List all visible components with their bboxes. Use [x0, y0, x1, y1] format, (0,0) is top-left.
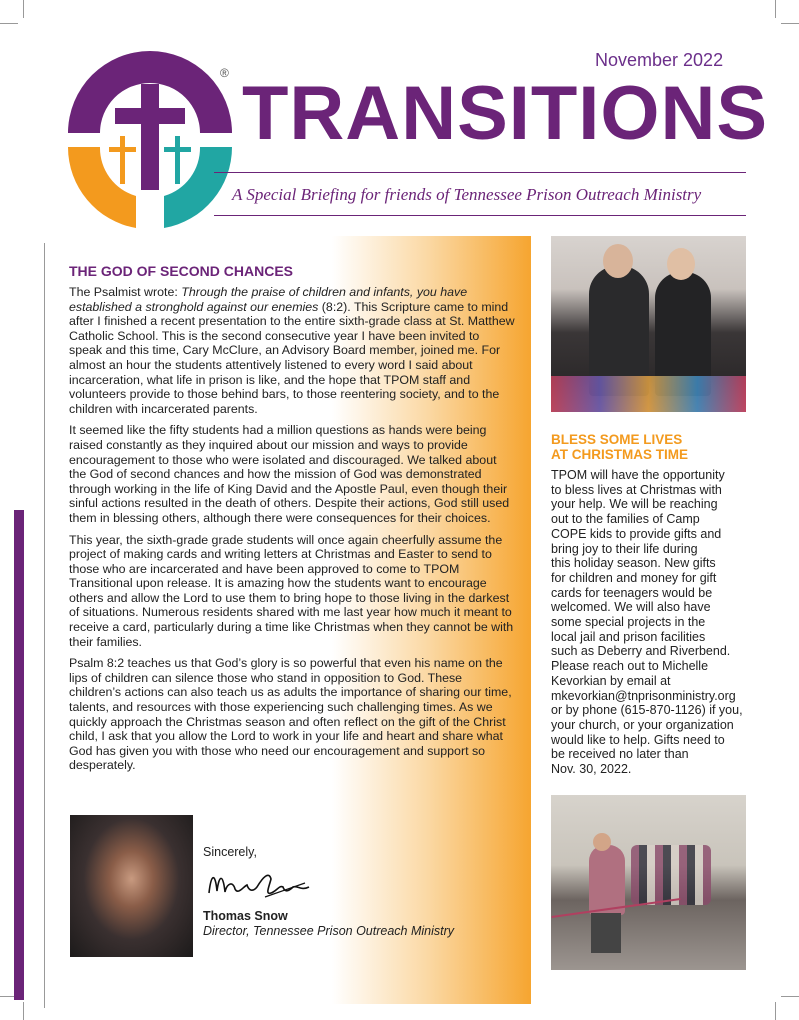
sidebar-heading: BLESS SOME LIVES AT CHRISTMAS TIME [551, 432, 688, 462]
article-body [69, 285, 515, 780]
photo-figure [603, 244, 633, 278]
crop-mark [781, 996, 799, 997]
sidebar-body: TPOM will have the opportunity to bless lives at Christmas with your help. We will be reaching out to the families of Camp COPE kids to provide gifts and bring joy to their life during this holiday season. New gifts for children and money for gift cards for teenagers would be welcomed. We will also have some special projects in the local jail and prison facilities such as Deberry and Riverbend. Please reach out to Michelle Kevorkian by email at mkevorkian@tnprisonministry.org or by phone (615-870-1126) if you, your church, or your organization would like to help. Gifts need to be received no later than Nov. 30, 2022. [551, 468, 756, 777]
registered-mark: ® [220, 66, 229, 80]
contact-phone: or by phone (615-870-1126) if you, [551, 703, 743, 718]
article-paragraph: It seemed like the fifty students had a million questions as hands were being raised constantly as they inquired about our mission and ways to provide encouragement to those who were isolated and discouraged. We talked about the God of second chances and how the mission of God was demonstrated through working in the life of King David and the Apostle Paul, even though their sinful actions resulted in the death of others. Despite their actions, God still used them in blessing others, although there were consequences for their choices. [69, 423, 510, 525]
crop-mark [23, 1002, 24, 1020]
photo-toys [551, 376, 746, 412]
author-portrait-photo [70, 815, 193, 957]
article-paragraph: The Psalmist wrote: Through the praise of children and infants, you have established a stronghold against our enemies (8:2). This Scripture came to mind after I finished a recent presentation to the entire sixth-grade class at St. Matthew Catholic School. This is the second consecutive year I have been invited to speak and this time, Cary McClure, an Advisory Board member, joined me. For almost an hour the students attentively listened to every word I said about incarceration, what life in prison is like, and the hope that TPOM staff and volunteers provide to those behind bars, to those reentering society, and to the children with incarcerated parents. [69, 285, 515, 416]
photo-figure [593, 833, 611, 851]
issue-date: November 2022 [595, 50, 724, 70]
photo-figure [591, 913, 621, 953]
crop-mark [23, 0, 24, 18]
scripture-quote: Through the praise of children and infants, you have established a stronghold against our enemies [69, 285, 468, 314]
masthead-rule-bottom [214, 215, 746, 216]
crop-mark [781, 23, 799, 24]
handwritten-signature [205, 865, 315, 903]
accent-bar [14, 510, 24, 1000]
article-paragraph: Psalm 8:2 teaches us that God’s glory is so powerful that even his name on the lips of children can silence those who stand in opposition to God. These children’s actions can also teach us as adults the importance of sharing our time, talents, and resources with those experiencing such challenging times. As we quickly approach the Christmas season and often reflect on the gift of the Christ child, I ask that you allow the Lord to work in your life and heart and share what God has given you with those who need our encouragement and support so desperately. [69, 656, 512, 773]
signer-name: Thomas Snow [203, 909, 288, 923]
crop-mark [775, 0, 776, 18]
signer-title: Director, Tennessee Prison Outreach Ministry [203, 924, 455, 938]
photo-figure [631, 845, 711, 905]
deadline-date: Nov. 30, 2022. [551, 762, 632, 777]
masthead-title: TRANSITIONS [242, 71, 769, 156]
column-divider [44, 243, 45, 1008]
article-paragraph: This year, the sixth-grade grade students will once again cheerfully assume the project of making cards and writing letters at Christmas and Easter to send to those who are incarcerated and have been approved to come to TPOM Transitional upon release. It is amazing how the students want to encourage others and allow the Lord to use them to bring hope to those living in the darkest of situations. Numerous residents shared with me last year how much it meant to receive a card, particularly during a time like Christmas when they cannot be with their families. [69, 532, 514, 649]
contact-email: mkevorkian@tnprisonministry.org [551, 688, 736, 703]
masthead-rule-top [214, 172, 746, 173]
crop-mark [0, 23, 18, 24]
volunteers-toy-drive-photo [551, 236, 746, 412]
crop-mark [775, 1002, 776, 1020]
article-heading: THE GOD OF SECOND CHANCES [69, 263, 294, 279]
photo-figure [589, 845, 625, 915]
photo-figure [667, 248, 695, 280]
tagline: A Special Briefing for friends of Tennessee Prison Outreach Ministry [232, 185, 702, 204]
tpom-logo [60, 50, 240, 230]
camp-tug-of-war-photo [551, 795, 746, 970]
closing: Sincerely, [203, 845, 257, 859]
